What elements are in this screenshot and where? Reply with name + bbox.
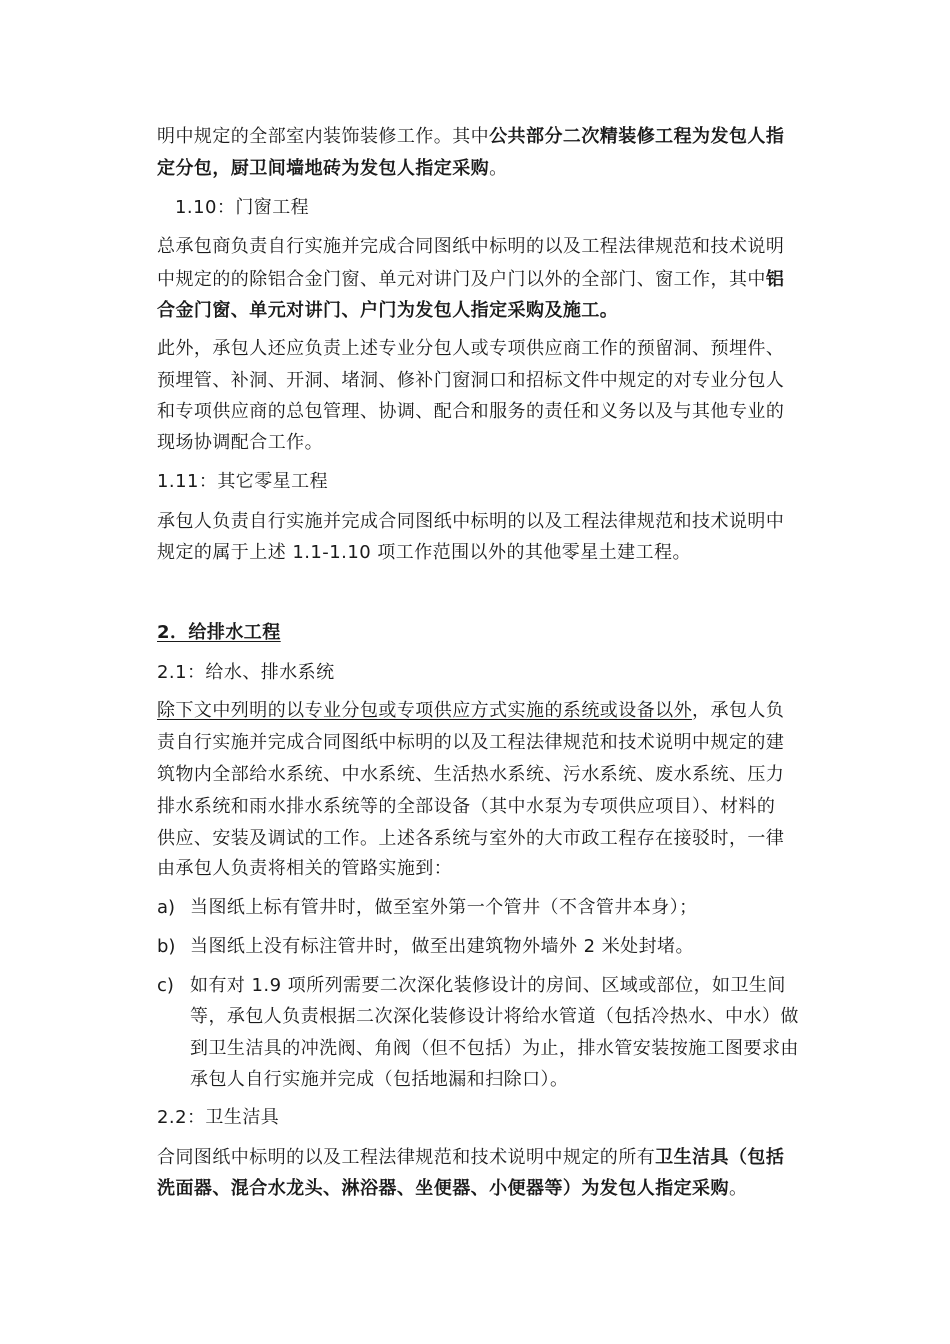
section-1-10-para1-line3: 合金门窗、单元对讲门、户门为发包人指定采购及施工。	[157, 300, 619, 321]
para-text: 。	[728, 1178, 748, 1199]
para-bold-text: 卫生洁具（包括	[655, 1147, 785, 1168]
section-1-10-para2-line4: 现场协调配合工作。	[157, 432, 324, 453]
section-1-11-line2: 规定的属于上述 1.1-1.10 项工作范围以外的其他零星土建工程。	[157, 542, 691, 563]
section-1-10-para2-line3: 和专项供应商的总包管理、协调、配合和服务的责任和义务以及与其他专业的	[157, 401, 785, 422]
list-item-c-line2: 等，承包人负责根据二次深化装修设计将给水管道（包括冷热水、中水）做	[190, 1006, 799, 1027]
section-1-10-title: 1.10：门窗工程	[175, 197, 310, 218]
list-item-c-line4: 承包人自行实施并完成（包括地漏和扫除口）。	[190, 1069, 569, 1090]
section-2-1-line4: 排水系统和雨水排水系统等的全部设备（其中水泵为专项供应项目）、材料的	[157, 796, 776, 817]
intro-line-1	[157, 124, 784, 150]
section-2-1-line6: 由承包人负责将相关的管路实施到：	[157, 858, 453, 879]
list-marker-c: c)	[157, 975, 174, 996]
section-1-10-para2-line2: 预埋管、补洞、开洞、堵洞、修补门窗洞口和招标文件中规定的对专业分包人	[157, 370, 785, 391]
section-2-1-line1	[157, 698, 784, 724]
intro-text: 。	[489, 158, 508, 179]
para-text: 合同图纸中标明的以及工程法律规范和技术说明中规定的所有	[157, 1147, 656, 1168]
underlined-text: 除下文中列明的以专业分包或专项供应方式实施的系统或设备以外	[157, 700, 693, 721]
section-2-2-title: 2.2：卫生洁具	[157, 1107, 280, 1128]
section-2-heading: 2．给排水工程	[157, 622, 281, 643]
intro-bold-text: 定分包，厨卫间墙地砖为发包人指定采购	[157, 158, 490, 179]
list-marker-b: b)	[157, 936, 176, 957]
section-1-11-title: 1.11：其它零星工程	[157, 471, 329, 492]
section-1-11-line1: 承包人负责自行实施并完成合同图纸中标明的以及工程法律规范和技术说明中	[157, 511, 785, 532]
intro-text: 明中规定的全部室内装饰装修工作。其中	[157, 126, 490, 147]
section-2-1-line3: 筑物内全部给水系统、中水系统、生活热水系统、污水系统、废水系统、压力	[157, 764, 785, 785]
para-text: ，承包人负	[692, 700, 785, 721]
list-marker-a: a)	[157, 897, 176, 918]
section-2-2-line2	[157, 1176, 747, 1202]
section-2-1-line2: 责自行实施并完成合同图纸中标明的以及工程法律规范和技术说明中规定的建	[157, 732, 785, 753]
section-1-10-para1-line2	[157, 267, 784, 293]
section-1-10-para2-line1: 此外，承包人还应负责上述专业分包人或专项供应商工作的预留洞、预埋件、	[157, 338, 785, 359]
list-item-b: 当图纸上没有标注管井时，做至出建筑物外墙外 2 米处封堵。	[190, 936, 694, 957]
section-2-1-title: 2.1：给水、排水系统	[157, 662, 335, 683]
list-item-c-line1: 如有对 1.9 项所列需要二次深化装修设计的房间、区域或部位，如卫生间	[190, 975, 786, 996]
section-1-10-para1-line1: 总承包商负责自行实施并完成合同图纸中标明的以及工程法律规范和技术说明	[157, 236, 785, 257]
section-2-1-line5: 供应、安装及调试的工作。上述各系统与室外的大市政工程存在接驳时，一律	[157, 828, 785, 849]
para-text: 中规定的的除铝合金门窗、单元对讲门及户门以外的全部门、窗工作，其中	[157, 269, 766, 290]
list-item-c-line3: 到卫生洁具的冲洗阀、角阀（但不包括）为止，排水管安装按施工图要求由	[190, 1038, 799, 1059]
list-item-a: 当图纸上标有管井时，做至室外第一个管井（不含管井本身）；	[190, 897, 698, 918]
para-bold-text: 铝	[765, 269, 785, 290]
intro-bold-text: 公共部分二次精装修工程为发包人指	[489, 126, 785, 147]
intro-line-2	[157, 156, 508, 182]
para-bold-text: 洗面器、混合水龙头、淋浴器、坐便器、小便器等）为发包人指定采购	[157, 1178, 729, 1199]
section-2-2-line1	[157, 1145, 784, 1171]
